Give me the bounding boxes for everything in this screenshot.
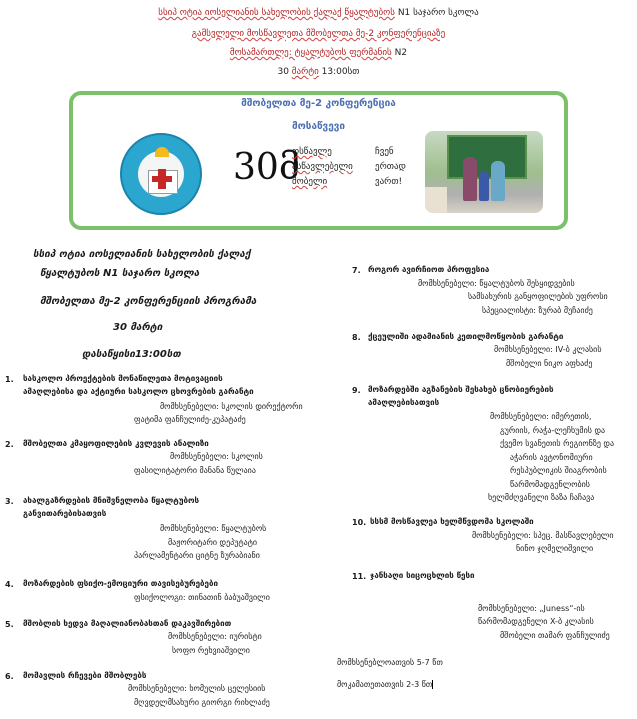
banner-word-teacher: ასწავლებელი — [292, 162, 353, 172]
footer-debater-time — [337, 680, 433, 689]
item-speaker: სამსახურის განყოფილების უფროსი — [468, 292, 608, 301]
item-title: ჯანსაღი სიცოცხლის წესი — [370, 571, 475, 580]
item-speaker: აჭარის ავტონომიური — [510, 453, 593, 462]
list-item — [23, 372, 254, 398]
item-speaker: რესპუბლიკის შიაგრობის — [510, 466, 607, 475]
item-speaker: წარმომადგენელი X-ბ კლასის — [478, 617, 594, 626]
header-date-day: 30 — [277, 67, 289, 77]
text-cursor — [432, 680, 433, 689]
list-item — [23, 437, 209, 450]
header-school-number: N1 საჯარო სკოლა — [397, 8, 479, 18]
school-line-1: სსიპ ოტია იოსელიანის სახელობის ქალაქ — [33, 249, 251, 260]
list-item — [23, 617, 231, 630]
banner-word-together: ერთად — [375, 162, 406, 172]
item-speaker: მომხსენებელი: „Juness“-ის — [478, 604, 585, 613]
banner-word-parent: შობელი — [292, 177, 328, 187]
banner-title: მშობელთა მე-2 კონფერენცია — [241, 98, 396, 109]
item-speaker: მომხსენებელი: იურისტი — [168, 632, 262, 641]
item-speaker: მშობელი თამარ ფანჩულიძე — [500, 631, 610, 640]
item-number: 9. — [352, 386, 361, 395]
item-speaker: წარმომადგენლობის — [510, 480, 590, 489]
item-speaker: პარლამენტარი ციტნე ზურაბიანი — [134, 551, 260, 560]
program-date: 30 მარტი — [113, 322, 163, 333]
header-address-number: N2 — [394, 48, 408, 58]
item-speaker: მომხსენებელი: იმერეთის, — [490, 412, 592, 421]
item-speaker: მომხსენებელი: წყალტუბოს შესყიდვების — [418, 279, 575, 288]
item-speaker: მაჟორიტარი დეპუტატი — [168, 538, 258, 547]
banner-word-are: ვართ! — [375, 177, 403, 187]
banner-subtitle: მოსაწვევი — [291, 121, 346, 132]
banner-number: 30 — [233, 147, 279, 188]
banner-photo — [425, 131, 543, 213]
school-logo-icon — [120, 133, 202, 215]
item-speaker: მომხსენებელი: სპეც. მასწავლებელი — [472, 531, 614, 540]
item-title: მოზარდებში აგზანების შესახებ ცნობიერების — [368, 385, 554, 394]
item-title: ამაღლებისა და აქტიური სასკოლო ცხოვრების გარანტი — [23, 387, 254, 396]
item-speaker: მომხსენებელი: სკოლის დირექტორი — [160, 402, 303, 411]
program-start: დასაწყისი13:00სთ — [82, 349, 181, 360]
item-title: ქცეულიში ადამიანის კეთილმოწყობის გარანტი — [368, 332, 564, 341]
header-date-month: მარტი — [291, 67, 319, 77]
footer-debater-text: მოკამათეთათვის 2-3 წთ — [337, 680, 433, 689]
banner-word-we: ჩვენ — [375, 147, 394, 157]
item-speaker: სპეციალისტი: ზურაბ მუჩაიძე — [482, 306, 593, 315]
item-title: როგორ ავირჩიოთ პროფესია — [368, 265, 490, 274]
item-number: 6. — [5, 672, 14, 681]
item-title: მშობელთა კმაყოფილების კვლევის ანალიზი — [23, 439, 209, 448]
list-item — [368, 263, 489, 276]
item-number: 10. — [352, 518, 367, 527]
footer-speaker-time: მომხსენებლოათვის 5-7 წთ — [337, 658, 443, 667]
item-number: 3. — [5, 497, 14, 506]
item-speaker: მღვდელმსახური გიორგი რიხლაძე — [134, 698, 270, 707]
item-speaker: მომხსენებელი: ხომულის ცელესიის — [128, 684, 266, 693]
banner-word-student: ოსწავლე — [292, 147, 332, 157]
item-title: ახალგაზრდების მნიშვნელობა წყალტუბოს — [23, 496, 200, 505]
header-date-time: 13:00სთ — [321, 67, 360, 77]
list-item — [370, 569, 475, 582]
list-item — [23, 669, 146, 682]
header-address: მოსამართლე: ტყალტუბოს ფერმანის — [229, 48, 392, 58]
banner-big-number — [233, 147, 300, 188]
item-title: სსსმ მოსწავლეა ხელმწვდომა სკოლაში — [370, 517, 534, 526]
item-number: 11. — [352, 572, 367, 581]
program-title: მშობელთა მე-2 კონფერენციის პროგრამა — [40, 296, 257, 307]
header-date — [0, 67, 637, 77]
item-speaker: ფატიმა ფანჩულიძე-კუპატაძე — [134, 415, 246, 424]
item-speaker: ნინო ჯღმელიშვილი — [516, 544, 594, 553]
item-speaker: ფასილიტატორი მანანა წულაია — [134, 466, 256, 475]
item-title: მომავლის რჩევები მშობლებს — [23, 671, 147, 680]
item-number: 8. — [352, 333, 361, 342]
item-number: 7. — [352, 266, 361, 275]
item-speaker: მომხსენებელი: IV-ბ კლასის — [494, 345, 602, 354]
item-speaker: ქვემო სვანეთის რეგიონზე და — [500, 439, 615, 448]
list-item — [368, 330, 563, 343]
item-number: 5. — [5, 620, 14, 629]
item-number: 2. — [5, 440, 14, 449]
item-speaker: მომხსენებელი: წყალტუბოს — [160, 524, 267, 533]
item-speaker: ფსიქოლოგი: თინათინ ბაბუაშვილი — [134, 593, 270, 602]
item-number: 4. — [5, 580, 14, 589]
item-title: სასკოლო პროექტების მონაწილეთა მოტივაციის — [23, 374, 223, 383]
header-event: გამსვლელი მოსწავლეთა მშობელთა მე-2 კონფერენციაზე — [191, 29, 446, 39]
header-school-name: სსიპ ოტია იოსელიანის სახელობის ქალაქ წყალტუბოს — [158, 8, 395, 18]
item-title: მოზარდების ფსიქო-ემოციური თავისებურებები — [23, 579, 219, 588]
item-number: 1. — [5, 375, 14, 384]
list-item — [23, 494, 199, 520]
header-line-1 — [0, 8, 637, 18]
list-item — [368, 383, 554, 409]
header-line-2 — [0, 29, 637, 39]
item-title: მშობლის ხედვა მაღალიანობასთან დაკავშირებით — [23, 619, 232, 628]
item-speaker: ხელმძღვანელი ზაზა ჩაჩავა — [488, 493, 595, 502]
item-speaker: მომხსენებელი: სკოლის — [170, 452, 263, 461]
list-item — [370, 515, 534, 528]
header-line-3 — [0, 48, 637, 58]
item-speaker: გურიის, რაჭა-ლეჩხუმის და — [500, 426, 606, 435]
school-line-2: წყალტუბოს N1 საჯარო სკოლა — [40, 268, 200, 279]
banner-letter: მ — [278, 147, 300, 188]
list-item — [23, 577, 218, 590]
invitation-banner — [69, 91, 568, 230]
item-title: ამაღლებისათვის — [368, 398, 440, 407]
item-speaker: სოფო რეხვიაშვილი — [172, 646, 250, 655]
item-speaker: მშობელი ნიკო აფხაძე — [506, 359, 593, 368]
item-title: განვითარებისათვის — [23, 509, 107, 518]
